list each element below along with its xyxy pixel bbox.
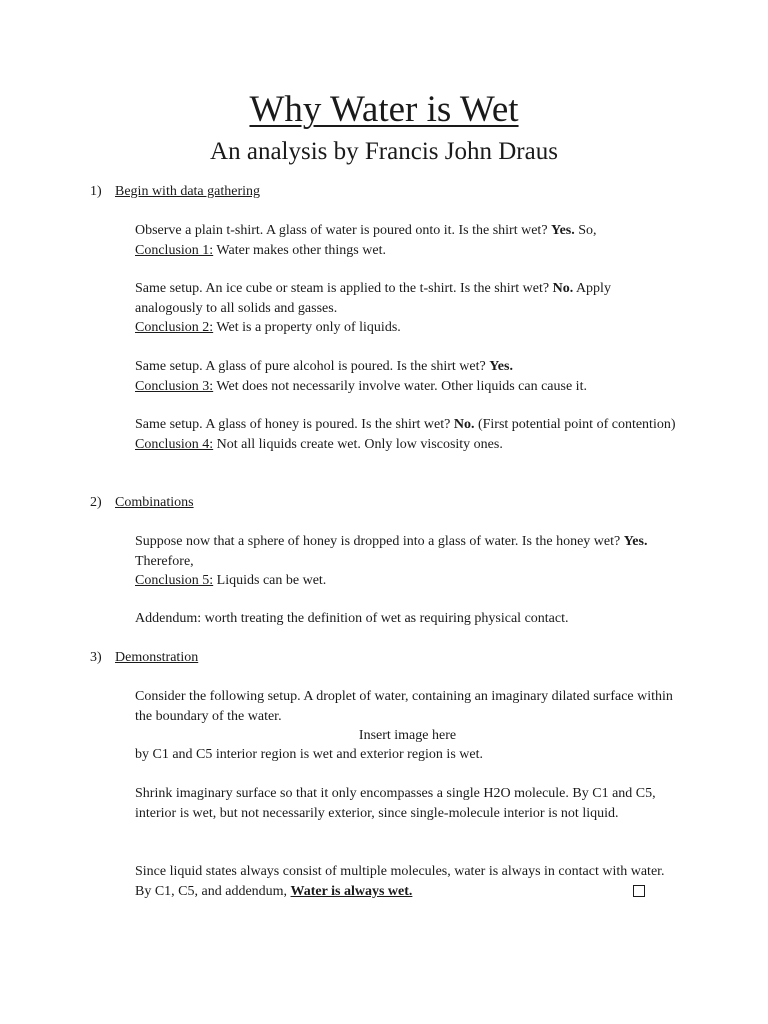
- demo-setup: Consider the following setup. A droplet of water, containing an imaginary dilated surface within the boundary of the water.: [135, 689, 673, 724]
- section-heading-2: [90, 493, 194, 513]
- section-label: Demonstration: [115, 650, 199, 665]
- paragraph-1: Observe a plain t-shirt. A glass of water is poured onto it. Is the shirt wet? Yes. So, Conclusion 1: Water makes other things wet.: [135, 223, 597, 258]
- qed-box-icon: [633, 885, 645, 897]
- paragraph-4: Same setup. A glass of honey is poured. Is the shirt wet? No. (First potential point of contention) Conclusion 4: Not all liquids create wet. Only low viscosity ones.: [135, 417, 676, 452]
- paragraph-3: Same setup. A glass of pure alcohol is poured. Is the shirt wet? Yes. Conclusion 3: Wet does not necessarily involve water. Other liquids can cause it.: [135, 359, 587, 394]
- conclusion-label: Conclusion 3:: [135, 378, 214, 394]
- section-heading-3: [90, 648, 198, 668]
- answer: Yes.: [551, 223, 575, 238]
- document-title: Why Water is Wet: [249, 89, 519, 130]
- paragraph-5: Suppose now that a sphere of honey is dropped into a glass of water. Is the honey wet? Yes. Therefore, Conclusion 5: Liquids can be wet.: [135, 534, 648, 588]
- section-number: 1): [90, 184, 102, 199]
- conclusion-label: Conclusion 4:: [135, 436, 214, 452]
- answer: Yes.: [623, 534, 648, 549]
- answer: No.: [453, 417, 475, 432]
- section-label: Begin with data gathering: [115, 184, 261, 199]
- demo-shrink: Shrink imaginary surface so that it only encompasses a single H2O molecule. By C1 and C5, interior is wet, but not necessarily exterior, since single-molecule interior is not liquid.: [135, 786, 656, 821]
- image-placeholder: Insert image here: [358, 728, 457, 743]
- section-label: Combinations: [115, 495, 194, 510]
- answer: Yes.: [489, 359, 513, 374]
- demo-by-line: by C1 and C5 interior region is wet and exterior region is wet.: [135, 747, 483, 762]
- section-heading-1: [90, 182, 260, 202]
- answer: No.: [552, 281, 574, 296]
- paragraph-2: Same setup. An ice cube or steam is applied to the t-shirt. Is the shirt wet? No. Apply analogously to all solids and gasses. Conclusion 2: Wet is a property only of liquids.: [135, 281, 611, 335]
- conclusion-label: Conclusion 5:: [135, 573, 214, 588]
- final-statement: Water is always wet.: [290, 883, 413, 899]
- addendum: Addendum: worth treating the definition of wet as requiring physical contact.: [135, 611, 569, 626]
- document-subtitle: An analysis by Francis John Draus: [210, 138, 558, 165]
- section-number: 3): [90, 650, 102, 665]
- conclusion-label: Conclusion 1:: [135, 242, 214, 258]
- demo-conclusion: Since liquid states always consist of multiple molecules, water is always in contact with water. By C1, C5, and addendum, Water is always wet.: [135, 864, 665, 899]
- section-number: 2): [90, 495, 102, 510]
- conclusion-label: Conclusion 2:: [135, 320, 214, 335]
